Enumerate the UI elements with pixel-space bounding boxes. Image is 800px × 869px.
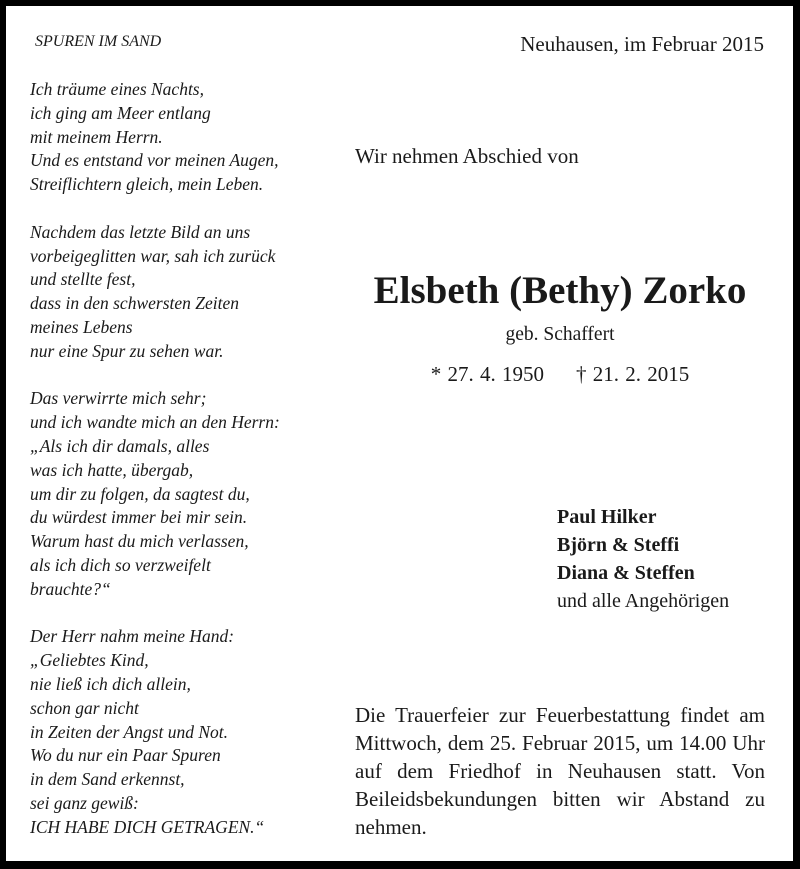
farewell-text: Wir nehmen Abschied von — [355, 144, 579, 168]
life-dates — [340, 362, 780, 387]
poem-line: nur eine Spur zu sehen war. — [30, 340, 224, 361]
poem-line: Der Herr nahm meine Hand: — [30, 626, 235, 647]
poem-line: Ich träume eines Nachts, — [30, 79, 204, 99]
poem-line: du würdest immer bei mir sein. — [30, 507, 248, 528]
poem-line: schon gar nicht — [30, 697, 139, 718]
poem-stanza — [30, 625, 280, 839]
poem-line: als ich dich so verzweifelt — [30, 554, 211, 575]
poem-line: um dir zu folgen, da sagtest du, — [30, 483, 250, 504]
poem-line: nie ließ ich dich allein, — [30, 673, 191, 694]
poem-line: meines Lebens — [30, 316, 133, 337]
mourners-other: und alle Angehörigen — [557, 590, 730, 612]
birth-date: * 27. 4. 1950 — [430, 362, 544, 386]
poem-line: ICH HABE DICH GETRAGEN.“ — [30, 816, 265, 837]
poem-line: Warum hast du mich verlassen, — [30, 531, 249, 552]
mourner: Paul Hilker — [557, 506, 657, 528]
poem-line: „Geliebtes Kind, — [30, 650, 149, 671]
deceased-name: Elsbeth (Bethy) Zorko — [373, 269, 747, 312]
poem-title: SPUREN IM SAND — [35, 33, 162, 50]
poem-line: und stellte fest, — [30, 269, 136, 290]
poem-line: brauchte?“ — [30, 578, 111, 599]
poem-line: „Als ich dir damals, alles — [30, 435, 210, 456]
poem-line: ich ging am Meer entlang — [30, 102, 211, 123]
poem-line: vorbeigeglitten war, sah ich zurück — [30, 245, 276, 266]
poem-line: in dem Sand erkennst, — [30, 769, 185, 790]
mourners — [557, 503, 729, 615]
poem-line: und ich wandte mich an den Herrn: — [30, 412, 280, 433]
poem-line: Und es entstand vor meinen Augen, — [30, 150, 279, 171]
poem-line: was ich hatte, übergab, — [30, 459, 194, 480]
mourner: Björn & Steffi — [557, 534, 680, 556]
service-info: Die Trauerfeier zur Feuerbestattung findet am Mittwoch, dem 25. Februar 2015, um 14.00 Uhr auf dem Friedhof in Neuhausen statt. Von Beileidsbekundungen bitten wir Abstand zu nehmen. — [355, 703, 765, 839]
poem — [30, 78, 280, 863]
poem-line: Streiflichtern gleich, mein Leben. — [30, 174, 264, 195]
place-date: Neuhausen, im Februar 2015 — [520, 32, 764, 56]
poem-line: Wo du nur ein Paar Spuren — [30, 745, 221, 766]
poem-line: Nachdem das letzte Bild an uns — [30, 221, 251, 242]
poem-line: dass in den schwersten Zeiten — [30, 293, 240, 314]
poem-stanza — [30, 221, 280, 364]
poem-stanza — [30, 387, 280, 601]
poem-line: mit meinem Herrn. — [30, 126, 163, 147]
poem-line: sei ganz gewiß: — [30, 792, 139, 813]
mourner: Diana & Steffen — [557, 562, 695, 584]
poem-line: in Zeiten der Angst und Not. — [30, 721, 229, 742]
poem-stanza — [30, 78, 280, 197]
death-date: † 21. 2. 2015 — [576, 362, 690, 386]
maiden-name: geb. Schaffert — [505, 324, 615, 345]
poem-line: Das verwirrte mich sehr; — [30, 388, 207, 409]
